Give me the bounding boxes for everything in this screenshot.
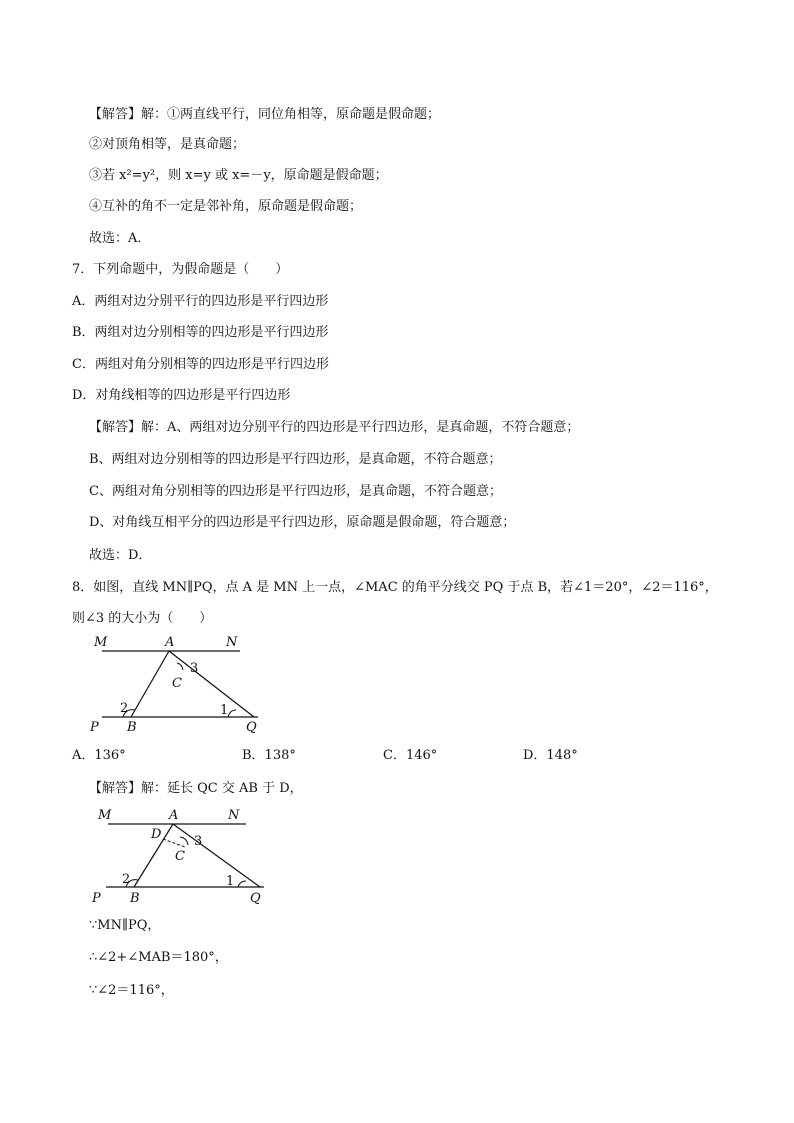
q6-answer-line-3: ③若 x²=y²，则 x=y 或 x=－y，原命题是假命题；	[89, 168, 388, 183]
label-p: P	[90, 720, 99, 735]
q7-option-a: A．两组对边分别平行的四边形是平行四边形	[72, 294, 329, 309]
q6-answer-line-5: 故选：A．	[89, 231, 151, 246]
label-b: B	[127, 720, 137, 735]
label-d: D	[151, 827, 162, 842]
label-b: B	[130, 891, 140, 906]
label-q: Q	[246, 720, 257, 735]
q7-option-d: D．对角线相等的四边形是平行四边形	[72, 388, 291, 403]
angle-3-label: 3	[190, 661, 199, 676]
q7-option-b: B．两组对边分别相等的四边形是平行四边形	[72, 325, 329, 340]
q6-answer-line-4: ④互补的角不一定是邻补角，原命题是假命题；	[89, 199, 363, 214]
q8-stem-line-2: 则∠3 的大小为（ ）	[72, 611, 213, 626]
label-c: C	[172, 676, 182, 691]
angle-2-label: 2	[122, 872, 131, 887]
geometry-figure-2	[88, 803, 278, 915]
label-a: A	[169, 808, 179, 823]
q7-stem: 7．下列命题中，为假命题是（ ）	[72, 262, 289, 277]
q8-stem-line-1: 8．如图，直线 MN∥PQ，点 A 是 MN 上一点，∠MAC 的角平分线交 PQ 于点 B，若∠1＝20°，∠2＝116°，	[72, 580, 718, 595]
geometry-figure-1	[80, 630, 270, 740]
q7-answer-line-1: 【解答】解：A、两组对边分别平行的四边形是平行四边形，是真命题，不符合题意；	[89, 420, 580, 435]
label-n: N	[226, 635, 238, 650]
label-n: N	[228, 808, 240, 823]
q7-answer-line-4: D、对角线互相平分的四边形是平行四边形，原命题是假命题，符合题意；	[89, 515, 516, 530]
label-m: M	[94, 635, 108, 650]
angle-1-label: 1	[226, 874, 235, 889]
q7-option-c: C．两组对角分别相等的四边形是平行四边形	[72, 357, 329, 372]
q8-option-a: A．136°	[72, 748, 126, 763]
q7-answer-line-3: C、两组对角分别相等的四边形是平行四边形，是真命题，不符合题意；	[89, 484, 502, 499]
q8-step-3: ∵∠2＝116°，	[89, 983, 174, 998]
q7-answer-line-2: B、两组对边分别相等的四边形是平行四边形，是真命题，不符合题意；	[89, 452, 502, 467]
angle-1-label: 1	[220, 703, 229, 718]
q8-answer-line-1: 【解答】解：延长 QC 交 AB 于 D，	[89, 781, 303, 796]
q8-option-c: C．146°	[383, 748, 438, 763]
q8-option-b: B．138°	[242, 748, 296, 763]
q6-answer-line-1: 【解答】解：①两直线平行，同位角相等，原命题是假命题；	[89, 107, 441, 122]
label-m: M	[98, 808, 112, 823]
q8-step-1: ∵MN∥PQ，	[89, 918, 161, 933]
q7-answer-line-5: 故选：D．	[89, 548, 152, 563]
label-p: P	[92, 891, 101, 906]
angle-2-label: 2	[120, 701, 129, 716]
q8-step-2: ∴∠2+∠MAB＝180°，	[89, 950, 228, 965]
label-a: A	[165, 635, 175, 650]
q6-answer-line-2: ②对顶角相等，是真命题；	[89, 137, 246, 152]
q8-option-d: D．148°	[523, 748, 578, 763]
angle-3-label: 3	[194, 834, 203, 849]
label-q: Q	[250, 891, 261, 906]
label-c: C	[175, 849, 185, 864]
